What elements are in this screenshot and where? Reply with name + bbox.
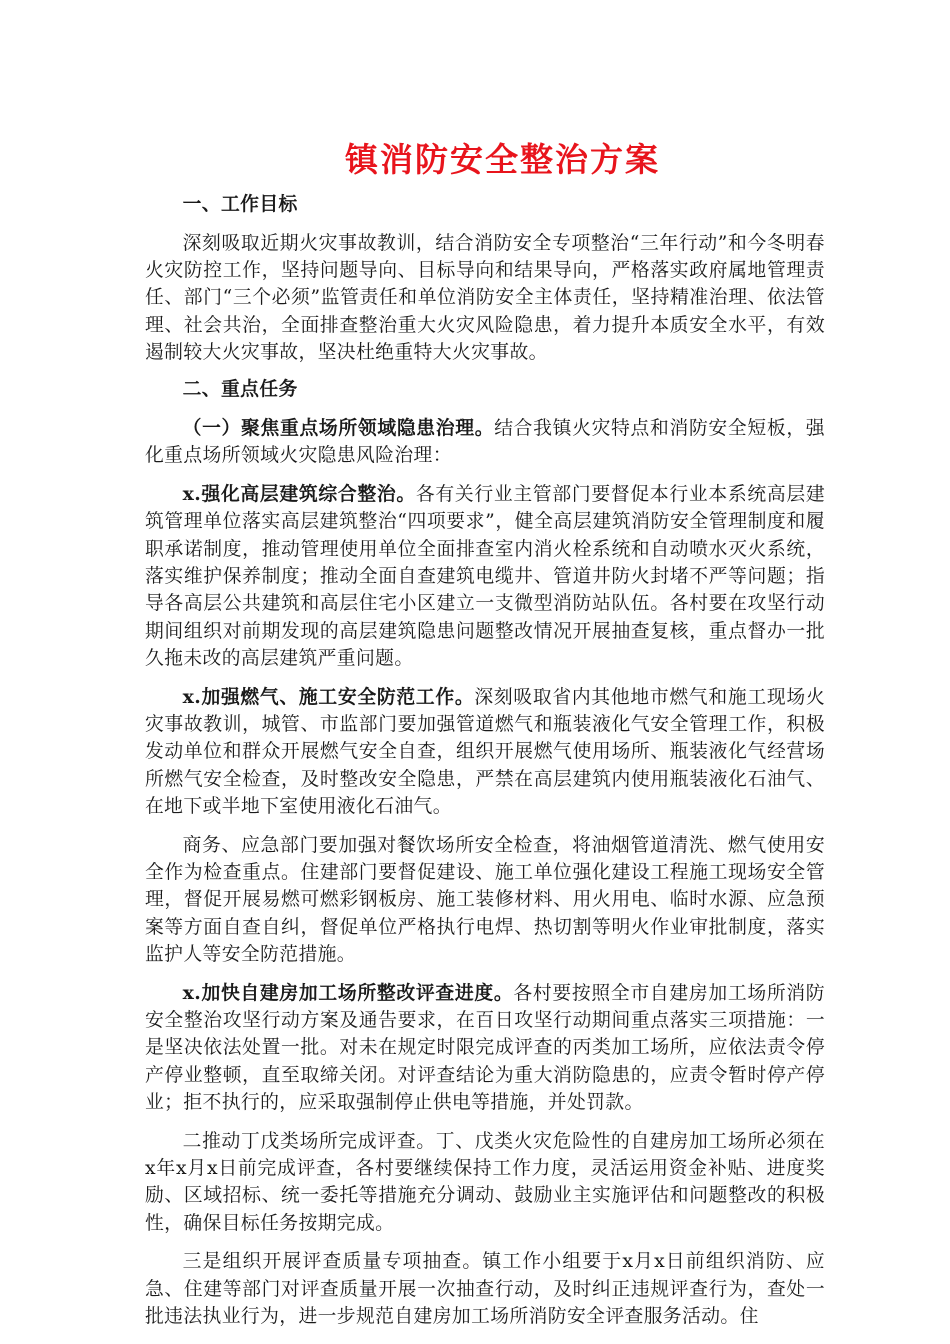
document-title: 镇消防安全整治方案 — [345, 140, 660, 179]
section-heading-tasks: 二、重点任务 — [182, 378, 298, 401]
paragraph-item-3 — [145, 980, 825, 1116]
subtask-1-lead: （一）聚焦重点场所领域隐患治理。 — [182, 417, 495, 440]
section-heading-goals: 一、工作目标 — [182, 193, 298, 215]
paragraph-subtask-1 — [145, 415, 825, 470]
item-2-lead: x.加强燃气、施工安全防范工作。 — [182, 685, 475, 708]
paragraph-item-3-third: 三是组织开展评查质量专项抽查。镇工作小组要于x月x日前组织消防、应急、住建等部门对评查质量开展一次抽查行动，及时纠正违规评查行为，查处一批违法执业行为，进一步规范自建房加工场所消防安全评查服务活动。住 — [145, 1251, 825, 1327]
item-1-lead: x.强化高层建筑综合整治。 — [182, 483, 416, 506]
paragraph-item-2 — [145, 684, 825, 820]
paragraph-item-1 — [145, 481, 825, 672]
paragraph-item-3-second: 二推动丁戊类场所完成评查。丁、戊类火灾危险性的自建房加工场所必须在x年x月x日前完成评查，各村要继续保持工作力度，灵活运用资金补贴、进度奖励、区域招标、统一委托等措施充分调动、鼓励业主实施评估和问题整改的积极性，确保目标任务按期完成。 — [145, 1130, 825, 1234]
item-3-text: 各村要按照全市自建房加工场所消防安全整治攻坚行动方案及通告要求，在百日攻坚行动期间重点落实三项措施：一是坚决依法处置一批。对未在规定时限完成评查的丙类加工场所，应依法责令停产停业整顿，直至取缔关闭。对评查结论为重大消防隐患的，应责令暂时停产停业；拒不执行的，应采取强制停止供电等措施，并处罚款。 — [145, 982, 825, 1113]
item-2-text: 深刻吸取省内其他地市燃气和施工现场火灾事故教训，城管、市监部门要加强管道燃气和瓶装液化气安全管理工作，积极发动单位和群众开展燃气安全自查，组织开展燃气使用场所、瓶装液化气经营场所燃气安全检查，及时整改安全隐患，严禁在高层建筑内使用瓶装液化石油气、在地下或半地下室使用液化石油气。 — [145, 686, 825, 817]
paragraph-item-2-continued: 商务、应急部门要加强对餐饮场所安全检查，将油烟管道清洗、燃气使用安全作为检查重点。住建部门要督促建设、施工单位强化建设工程施工现场安全管理，督促开展易燃可燃彩钢板房、施工装修材料、用火用电、临时水源、应急预案等方面自查自纠，督促单位严格执行电焊、热切割等明火作业审批制度，落实监护人等安全防范措施。 — [145, 834, 825, 965]
paragraph-goals: 深刻吸取近期火灾事故教训，结合消防安全专项整治“三年行动”和今冬明春火灾防控工作，坚持问题导向、目标导向和结果导向，严格落实政府属地管理责任、部门“三个必须”监管责任和单位消防安全主体责任，坚持精准治理、依法管理、社会共治，全面排查整治重大火灾风险隐患，着力提升本质安全水平，有效遏制较大火灾事故，坚决杜绝重特大火灾事故。 — [145, 232, 825, 363]
item-1-text: 各有关行业主管部门要督促本行业本系统高层建筑管理单位落实高层建筑整治“四项要求”，健全高层建筑消防安全管理制度和履职承诺制度，推动管理使用单位全面排查室内消火栓系统和自动喷水灭火系统，落实维护保养制度；推动全面自查建筑电缆井、管道井防火封堵不严等问题；指导各高层公共建筑和高层住宅小区建立一支微型消防站队伍。各村要在攻坚行动期间组织对前期发现的高层建筑隐患问题整改情况开展抽查复核，重点督办一批久拖未改的高层建筑严重问题。 — [145, 484, 826, 669]
subtask-1-text: 结合我镇火灾特点和消防安全短板，强化重点场所领域火灾隐患风险治理： — [145, 418, 825, 467]
item-3-lead: x.加快自建房加工场所整改评查进度。 — [182, 981, 514, 1004]
document-body — [145, 191, 825, 1330]
